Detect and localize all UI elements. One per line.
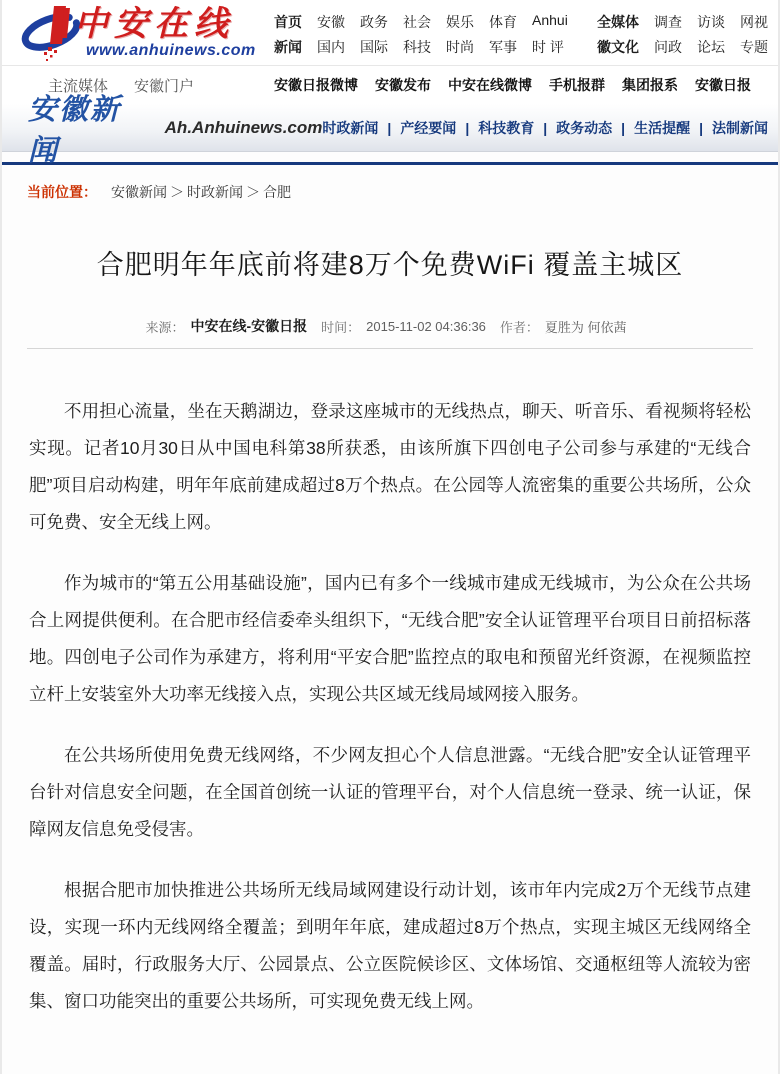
- article-paragraph: 根据合肥市加快推进公共场所无线局域网建设行动计划，该市年内完成2万个无线节点建设，实现一环内无线网络全覆盖；到明年年底，建成超过8万个热点，实现主城区无线网络全覆盖。届时，行政服务大厅、公园景点、公立医院候诊区、文体场馆、交通枢纽等人流较为密集、窗口功能突出的重要公共场所，可实现免费无线上网。: [29, 880, 751, 1011]
- separator: |: [621, 119, 626, 136]
- top-nav-link[interactable]: 国内: [317, 39, 345, 55]
- channel-nav-link[interactable]: 产经要闻: [400, 119, 457, 136]
- top-nav-link[interactable]: 体育: [489, 14, 517, 30]
- top-nav-link[interactable]: 访谈: [697, 14, 725, 30]
- top-nav-link[interactable]: 专题: [740, 39, 768, 55]
- top-nav-link[interactable]: 论坛: [697, 39, 725, 55]
- top-nav-link[interactable]: 科技: [403, 39, 431, 55]
- channel-title[interactable]: 安徽新闻: [28, 93, 122, 167]
- top-nav-row2-right: [597, 37, 768, 57]
- media-link[interactable]: 安徽发布: [375, 77, 431, 93]
- source-value: 中安在线-安徽日报: [190, 318, 308, 334]
- time-value: 2015-11-02 04:36:36: [366, 318, 486, 334]
- article-paragraph: 在公共场所使用免费无线网络，不少网友担心个人信息泄露。“无线合肥”安全认证管理平台针对信息安全问题，在全国首创统一认证的管理平台，对个人信息统一登录、统一认证，保障网友信息免受侵害。: [29, 745, 751, 839]
- top-nav-link[interactable]: 国际: [360, 39, 388, 55]
- top-nav-link[interactable]: 政务: [360, 14, 388, 30]
- site-title: 中安在线: [74, 5, 234, 43]
- breadcrumb-link[interactable]: 安徽新闻: [111, 184, 167, 200]
- top-nav-link[interactable]: 调查: [654, 14, 682, 30]
- top-nav-link[interactable]: 社会: [403, 14, 431, 30]
- top-nav: [270, 0, 778, 66]
- media-link[interactable]: 安徽日报: [695, 77, 751, 93]
- breadcrumb-link[interactable]: 时政新闻: [187, 184, 243, 200]
- separator: |: [465, 119, 470, 136]
- media-link[interactable]: 中安在线微博: [448, 77, 532, 93]
- breadcrumb-link[interactable]: 合肥: [263, 184, 291, 200]
- author-label: 作者：: [499, 319, 539, 335]
- top-nav-link[interactable]: 问政: [654, 39, 682, 55]
- top-nav-link[interactable]: 娱乐: [446, 14, 474, 30]
- separator: ＞: [170, 184, 184, 200]
- separator: |: [699, 119, 703, 136]
- media-link[interactable]: 集团报系: [622, 77, 678, 93]
- media-links-row: [274, 75, 751, 95]
- site-logo[interactable]: [2, 0, 270, 66]
- channel-nav-link[interactable]: 政务动态: [556, 119, 613, 136]
- article-title: 合肥明年年底前将建8万个免费WiFi 覆盖主城区: [96, 250, 684, 280]
- top-nav-link[interactable]: Anhui: [532, 12, 568, 28]
- channel-nav-link[interactable]: 时政新闻: [322, 119, 379, 136]
- top-nav-link[interactable]: 安徽: [317, 14, 345, 30]
- top-nav-row1: [274, 12, 568, 32]
- top-nav-link[interactable]: 徽文化: [597, 39, 639, 55]
- top-nav-link[interactable]: 时 评: [532, 39, 564, 55]
- top-nav-link[interactable]: 全媒体: [597, 14, 639, 30]
- media-link[interactable]: 手机报群: [549, 77, 605, 93]
- site-url: www.anhuinews.com: [86, 42, 256, 59]
- breadcrumb-path: [111, 182, 291, 202]
- media-link[interactable]: 安徽日报微博: [274, 77, 358, 93]
- tagline-item: 安徽门户: [134, 77, 195, 95]
- top-nav-row1-right: [597, 12, 768, 32]
- top-nav-link[interactable]: 新闻: [274, 39, 302, 55]
- channel-nav-link[interactable]: 法制新闻: [712, 119, 768, 136]
- channel-nav: [322, 118, 768, 138]
- top-nav-link[interactable]: 军事: [489, 39, 517, 55]
- channel-domain: Ah.Anhuinews.com: [164, 117, 323, 137]
- article-body: [2, 349, 778, 1074]
- article-paragraph: 作为城市的“第五公用基础设施”，国内已有多个一线城市建成无线城市，为公众在公共场合上网提供便利。在合肥市经信委牵头组织下，“无线合肥”安全认证管理平台项目日前招标落地。四创电子公司作为承建方，将利用“平安合肥”监控点的取电和预留光纤资源，在视频监控立杆上安装室外大功率无线接入点，实现公共区域无线局域网接入服务。: [29, 573, 751, 704]
- channel-nav-link[interactable]: 生活提醒: [634, 119, 691, 136]
- article-meta: [2, 316, 778, 336]
- tagline-item: 主流媒体: [48, 77, 109, 95]
- top-nav-link[interactable]: 时尚: [446, 39, 474, 55]
- channel-nav-link[interactable]: 科技教育: [478, 119, 535, 136]
- top-nav-link[interactable]: 首页: [274, 14, 302, 30]
- source-label: 来源：: [145, 319, 185, 335]
- breadcrumb-label: 当前位置：: [27, 184, 97, 200]
- breadcrumb: [2, 165, 778, 208]
- logo-swoosh-icon: [20, 2, 82, 66]
- article-paragraph: 不用担心流量，坐在天鹅湖边，登录这座城市的无线热点，聊天、听音乐、看视频将轻松实现。记者10月30日从中国电科第38所获悉，由该所旗下四创电子公司参与承建的“无线合肥”项目启动构建，明年年底前建成超过8万个热点。在公园等人流密集的重要公共场所，公众可免费、安全无线上网。: [29, 401, 751, 532]
- time-label: 时间：: [321, 319, 361, 335]
- separator: |: [387, 119, 392, 136]
- separator: |: [543, 119, 548, 136]
- channel-band: [2, 93, 778, 167]
- top-nav-row2: [274, 37, 564, 57]
- separator: ＞: [246, 184, 260, 200]
- author-value: 夏胜为 何依茜: [544, 319, 627, 335]
- top-nav-link[interactable]: 网视: [740, 14, 768, 30]
